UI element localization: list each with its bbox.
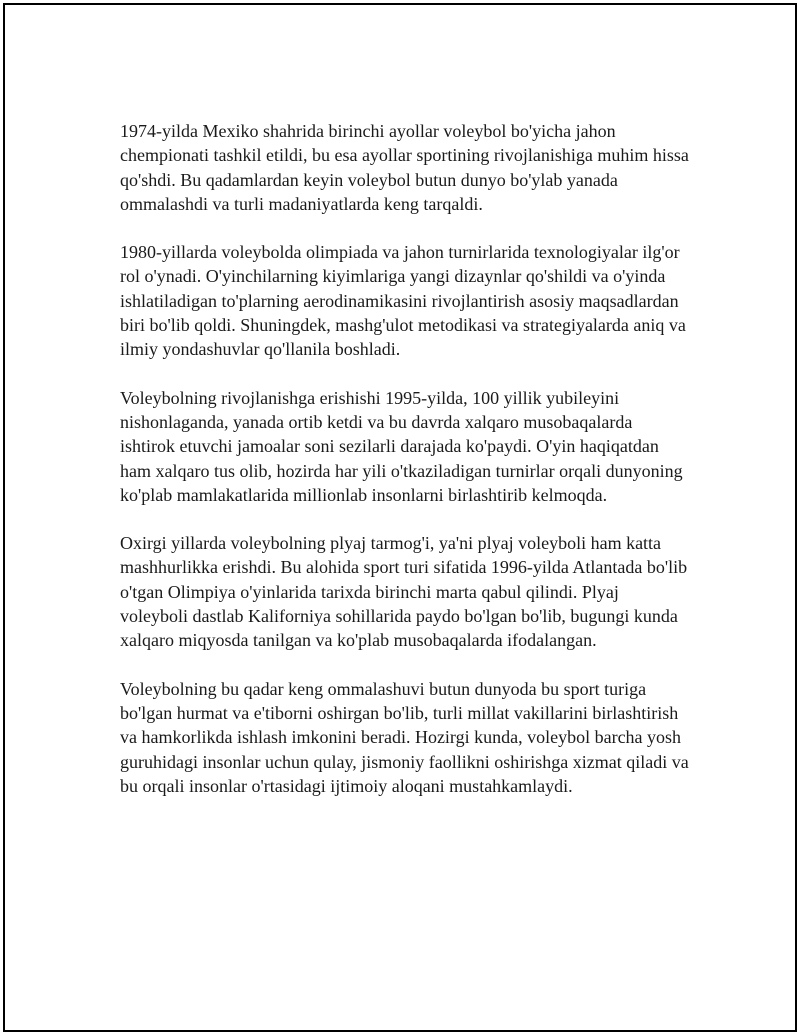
paragraph-3: Voleybolning rivojlanishga erishishi 1995-yilda, 100 yillik yubileyini nishonlaganda, yanada ortib ketdi va bu davrda xalqaro musobaqalarda ishtirok etuvchi jamoalar soni sezilarli darajada ko'paydi. O'yin haqiqatdan ham xalqaro tus olib, hozirda har yili o'tkaziladigan turnirlar orqali dunyoning ko'plab mamlakatlarida millionlab insonlarni birlashtirib kelmoqda. — [120, 387, 683, 505]
document-body — [120, 119, 690, 822]
page-border — [3, 3, 797, 1032]
paragraph-4: Oxirgi yillarda voleybolning plyaj tarmog'i, ya'ni plyaj voleyboli ham katta mashhurlikka erishdi. Bu alohida sport turi sifatida 1996-yilda Atlantada bo'lib o'tgan Olimpiya o'yinlarida tarixda birinchi marta qabul qilindi. Plyaj voleyboli dastlab Kaliforniya sohillarida paydo bo'lgan bo'lib, bugungi kunda xalqaro miqyosda tanilgan va ko'plab musobaqalarda ifodalangan. — [120, 533, 688, 651]
paragraph-2: 1980-yillarda voleybolda olimpiada va jahon turnirlarida texnologiyalar ilg'or rol o'ynadi. O'yinchilarning kiyimlariga yangi dizaynlar qo'shildi va o'yinda ishlatiladigan to'plarning aerodinamikasini rivojlantirish asosiy maqsadlardan biri bo'lib qoldi. Shuningdek, mashg'ulot metodikasi va strategiyalarda aniq va ilmiy yondashuvlar qo'llanila boshladi. — [120, 242, 686, 360]
paragraph-5: Voleybolning bu qadar keng ommalashuvi butun dunyoda bu sport turiga bo'lgan hurmat va e'tiborni oshirgan bo'lib, turli millat vakillarini birlashtirish va hamkorlikda ishlash imkonini beradi. Hozirgi kunda, voleybol barcha yosh guruhidagi insonlar uchun qulay, jismoniy faollikni oshirishga xizmat qiladi va bu orqali insonlar o'rtasidagi ijtimoiy aloqani mustahkamlaydi. — [120, 678, 689, 796]
paragraph-1: 1974-yilda Mexiko shahrida birinchi ayollar voleybol bo'yicha jahon chempionati tashkil etildi, bu esa ayollar sportining rivojlanishiga muhim hissa qo'shdi. Bu qadamlardan keyin voleybol butun dunyo bo'ylab yanada ommalashdi va turli madaniyatlarda keng tarqaldi. — [120, 121, 689, 214]
